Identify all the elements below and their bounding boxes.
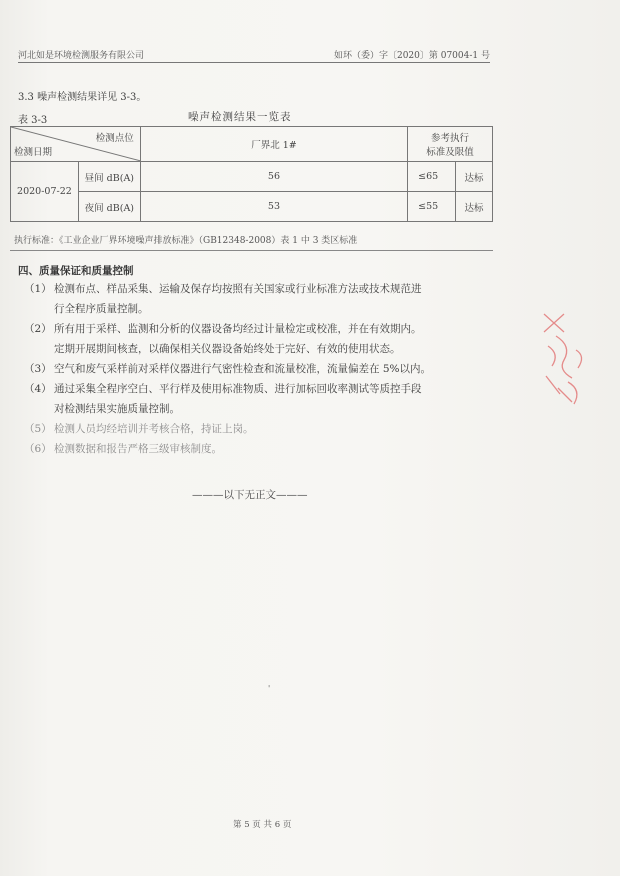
table-row [11,162,493,192]
item-line: 所有用于采样、监测和分析的仪器设备均经过计量检定或校准，并在有效期内。 [54,323,422,335]
table-id: 表 3-3 [18,115,48,126]
qa-section-title: 四、质量保证和质量控制 [18,265,134,277]
item-line: 对检测结果实施质量控制。 [54,403,180,415]
report-number: 如环（委）字〔2020〕第 07004-1 号 [333,51,490,61]
list-item [24,279,494,319]
limit-cell: ≤55 [408,192,456,222]
qa-list [24,279,494,459]
item-line: 定期开展期间核查，以确保相关仪器设备始终处于完好、有效的使用状态。 [54,343,401,355]
limit-cell: ≤65 [408,162,456,192]
page-footer: 第 5 页 共 6 页 [233,820,292,830]
company-name: 河北如是环境检测服务有限公司 [18,51,145,61]
value-cell: 53 [140,192,407,222]
list-item [24,379,494,419]
list-item [24,319,494,359]
period-cell: 夜间 dB(A) [78,192,140,222]
item-line: 通过采集全程序空白、平行样及使用标准物质、进行加标回收率测试等质控手段 [54,383,422,395]
value-cell: 56 [140,162,407,192]
diagonal-header-cell [11,127,141,162]
corner-label-point: 检测点位 [95,133,134,144]
table-row [11,192,493,222]
period-cell: 昼间 dB(A) [78,162,140,192]
corner-label-date: 检测日期 [14,147,53,158]
item-number: （3） [24,363,52,375]
date-cell: 2020-07-22 [11,162,79,222]
item-line: 检测人员均经培训并考核合格，持证上岗。 [54,423,254,435]
seal-stamp-fragment [538,306,598,416]
basis-divider [10,250,493,251]
table-title: 噪声检测结果一览表 [188,111,292,123]
end-of-text-marker: ———以下无正文——— [192,489,308,501]
item-number: （5） [24,423,52,435]
item-number: （2） [24,323,52,335]
table-header-row [11,127,493,162]
result-cell: 达标 [456,192,493,222]
item-line: 检测布点、样品采集、运输及保存均按照有关国家或行业标准方法或技术规范进 [54,283,422,295]
list-item [24,419,494,439]
item-number: （1） [24,283,52,295]
reference-header-line-2: 标准及限值 [426,147,474,158]
stray-mark: ' [268,684,271,693]
result-cell: 达标 [456,162,493,192]
noise-results-table [10,126,493,222]
item-line: 行全程序质量控制。 [54,303,149,315]
section-3-3-text: 3.3 噪声检测结果详见 3-3。 [18,92,147,103]
item-number: （4） [24,383,52,395]
list-item [24,359,494,379]
item-number: （6） [24,443,52,455]
reference-header [408,127,493,162]
list-item [24,439,494,459]
reference-header-line-1: 参考执行 [431,133,470,144]
item-line: 检测数据和报告严格三级审核制度。 [54,443,222,455]
header-divider [18,62,490,63]
item-line: 空气和废气采样前对采样仪器进行气密性检查和流量校准，流量偏差在 5%以内。 [54,363,431,375]
standard-basis: 执行标准：《工业企业厂界环境噪声排放标准》（GB12348-2008）表 1 中 3 类区标准 [14,236,358,246]
point-header: 厂界北 1# [140,127,407,162]
